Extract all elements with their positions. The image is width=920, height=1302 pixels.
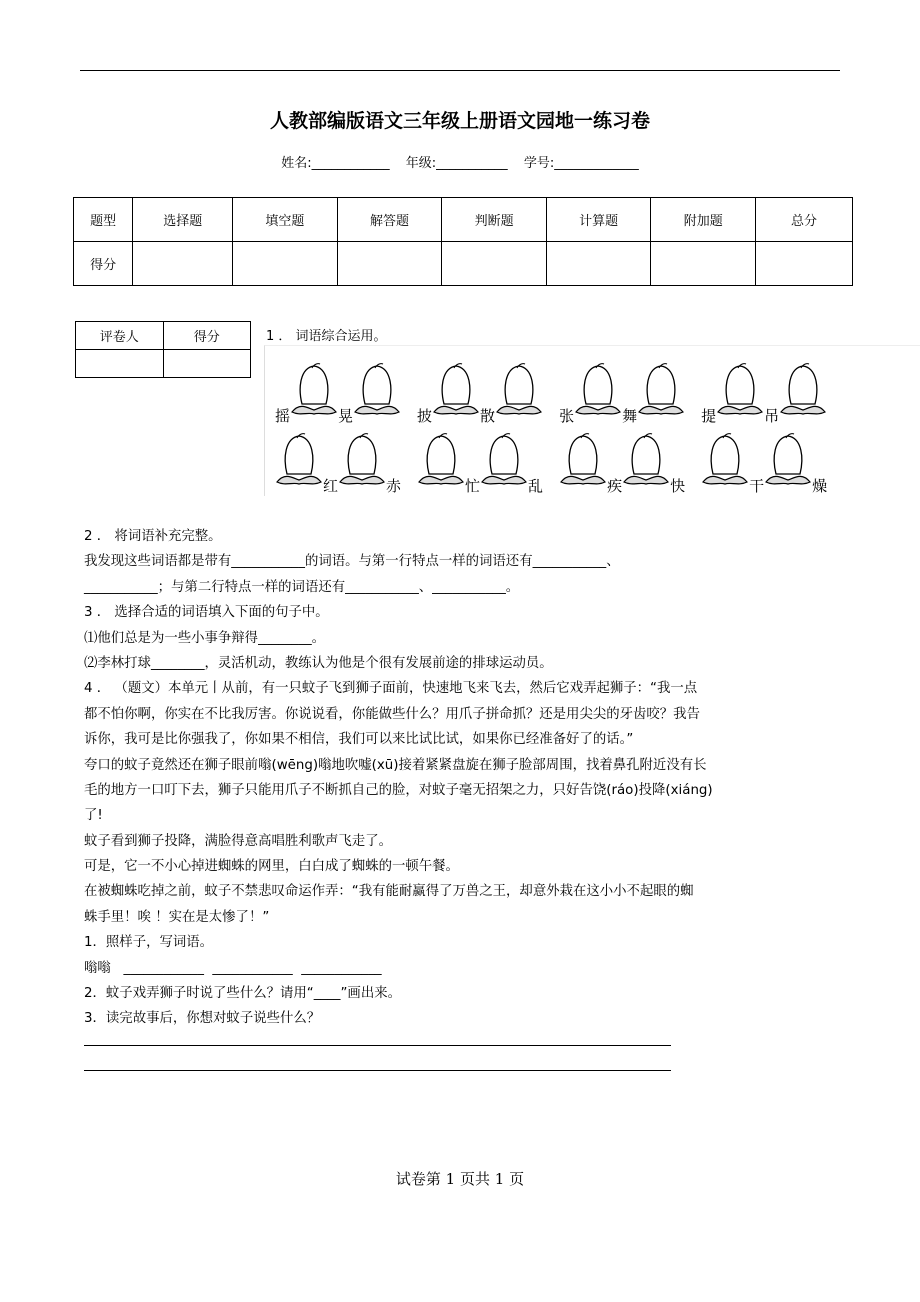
- peach-icon: [701, 428, 749, 494]
- peach-char: 张: [559, 407, 575, 425]
- page-title: 人教部编版语文三年级上册语文园地一练习卷: [269, 110, 650, 132]
- text-line: 都不怕你啊，你实在不比我厉害。你说说看，你能做些什么？用爪子拼命抓？还是用尖尖的牙齿咬？我告: [84, 706, 700, 722]
- score-table: [73, 197, 853, 286]
- text-line: 可是，它一不小心掉进蜘蛛的网里，白白成了蜘蛛的一顿午餐。: [84, 859, 459, 875]
- header-rule: [80, 70, 840, 71]
- peach-icon: [764, 428, 812, 494]
- peach-word-item: [275, 358, 338, 424]
- peach-word-item: [275, 428, 338, 494]
- peach-icon: [574, 358, 622, 424]
- peach-word-item: [480, 358, 543, 424]
- peach-char: 提: [701, 407, 717, 425]
- peach-icon: [622, 428, 670, 494]
- text-line: ⑵李林打球________，灵活机动，教练认为他是个很有发展前途的排球运动员。: [84, 655, 553, 671]
- peach-icon: [432, 358, 480, 424]
- text-line: 3．读完故事后，你想对蚊子说些什么？: [84, 1011, 321, 1027]
- peach-icon: [417, 428, 465, 494]
- grader-header: 评卷人: [76, 322, 164, 350]
- text-line: 嗡嗡 ____________ ____________ ____________: [84, 960, 382, 976]
- peach-icon: [716, 358, 764, 424]
- id-field: 学号:_____________: [523, 156, 639, 171]
- peach-word-item: [559, 358, 622, 424]
- score-header-cell: 解答题: [337, 198, 442, 242]
- text-line: 2．蚊子戏弄狮子时说了些什么？请用“____”画出来。: [84, 986, 401, 1002]
- score-header-cell: 判断题: [442, 198, 547, 242]
- text-line: 我发现这些词语都是带有___________的词语。与第一行特点一样的词语还有___________、: [84, 554, 620, 570]
- text-line: 蛛手里！唉 ！实在是太惨了！”: [84, 909, 270, 925]
- score-header-cell: 选择题: [133, 198, 233, 242]
- peach-char: 晃: [338, 407, 354, 425]
- score-header-cell: 附加题: [651, 198, 756, 242]
- grader-table: [75, 321, 251, 378]
- peach-char: 乱: [528, 477, 544, 495]
- peach-icon: [290, 358, 338, 424]
- answer-line: [84, 1045, 671, 1046]
- peach-icon: [637, 358, 685, 424]
- score-cell: [546, 242, 651, 286]
- peach-word-item: [338, 358, 401, 424]
- peach-char: 吊: [764, 407, 780, 425]
- peach-char: 散: [480, 407, 496, 425]
- text-line: 诉你，我可是比你强我了，你如果不相信，我们可以来比试比试，如果你已经准备好了的话。”: [84, 732, 634, 748]
- text-line: 蚊子看到狮子投降，满脸得意高唱胜利歌声飞走了。: [84, 833, 392, 849]
- text-line: 3 ． 选择合适的词语填入下面的句子中。: [84, 605, 329, 621]
- score-cell: [133, 242, 233, 286]
- peach-word-item: [559, 428, 622, 494]
- peach-icon: [338, 428, 386, 494]
- text-line: 夸口的蚊子竟然还在狮子眼前嗡(wēng)嗡地吹嘘(xū)接着紧紧盘旋在狮子脸部周围，找着鼻孔附近没有长: [84, 757, 707, 773]
- peach-char: 舞: [622, 407, 638, 425]
- text-line: 毛的地方一口叮下去，狮子只能用爪子不断抓自己的脸，对蚊子毫无招架之力，只好告饶(ráo)投降(xiáng): [84, 782, 713, 798]
- score-header-cell: 题型: [74, 198, 133, 242]
- text-line: 在被蜘蛛吃掉之前，蚊子不禁悲叹命运作弄：“我有能耐赢得了万兽之王，却意外栽在这小小不起眼的蜘: [84, 884, 694, 900]
- peach-word-item: [622, 428, 685, 494]
- text-line: 1．照样子，写词语。: [84, 935, 214, 951]
- grader-cell: [76, 350, 164, 378]
- peach-char: 燥: [812, 477, 828, 495]
- peach-word-item: [338, 428, 401, 494]
- peach-word-item: [764, 428, 827, 494]
- score-header-cell: 总分: [756, 198, 853, 242]
- text-line: 4 ． （题文）本单元丨从前，有一只蚊子飞到狮子面前，快速地飞来飞去，然后它戏弄起狮子：“我一点: [84, 681, 698, 697]
- peach-char: 红: [323, 477, 339, 495]
- peach-icon: [559, 428, 607, 494]
- peach-char: 忙: [465, 477, 481, 495]
- score-header-cell: 填空题: [233, 198, 338, 242]
- score-cell: [337, 242, 442, 286]
- peach-icon: [480, 428, 528, 494]
- peach-icon: [353, 358, 401, 424]
- peach-char: 疾: [607, 477, 623, 495]
- peach-word-item: [701, 358, 764, 424]
- student-info: [0, 152, 920, 171]
- peach-word-item: [622, 358, 685, 424]
- grader-score-header: 得分: [163, 322, 251, 350]
- question-text: [84, 526, 844, 1034]
- peach-char: 快: [670, 477, 686, 495]
- text-line: ___________；与第二行特点一样的词语还有___________、___________。: [84, 579, 520, 595]
- answer-line: [84, 1070, 671, 1071]
- peach-word-picture: [264, 345, 920, 496]
- peach-word-item: [480, 428, 543, 494]
- peach-icon: [779, 358, 827, 424]
- peach-char: 赤: [386, 477, 402, 495]
- page-footer: 试卷第 1 页共 1 页: [395, 1170, 525, 1188]
- peach-char: 摇: [275, 407, 291, 425]
- peach-char: 干: [749, 477, 765, 495]
- score-cell: [756, 242, 853, 286]
- score-cell: 得分: [74, 242, 133, 286]
- name-field: 姓名:____________: [281, 156, 390, 171]
- peach-icon: [495, 358, 543, 424]
- peach-word-item: [417, 358, 480, 424]
- score-cell: [442, 242, 547, 286]
- peach-word-item: [417, 428, 480, 494]
- peach-icon: [275, 428, 323, 494]
- score-cell: [651, 242, 756, 286]
- text-line: ⑴他们总是为一些小事争辩得________。: [84, 630, 326, 646]
- question-1: 1 ． 词语综合运用。: [266, 329, 387, 344]
- text-line: 了!: [84, 808, 103, 824]
- peach-word-item: [764, 358, 827, 424]
- grader-score-cell: [163, 350, 251, 378]
- peach-char: 披: [417, 407, 433, 425]
- peach-word-item: [701, 428, 764, 494]
- score-header-cell: 计算题: [546, 198, 651, 242]
- grade-field: 年级:___________: [405, 156, 508, 171]
- text-line: 2 ． 将词语补充完整。: [84, 529, 222, 544]
- score-cell: [233, 242, 338, 286]
